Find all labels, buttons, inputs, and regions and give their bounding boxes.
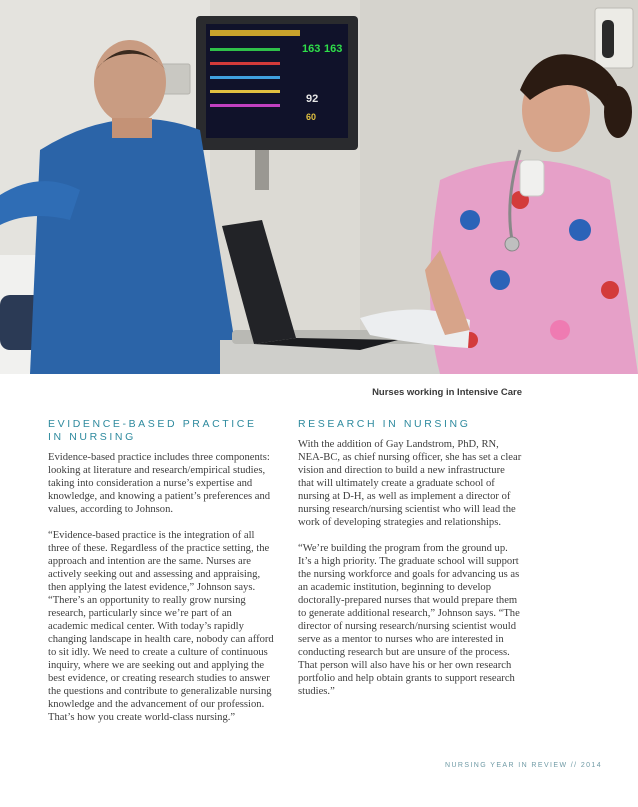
heading-line: IN NURSING (48, 431, 136, 443)
monitor-readout: 92 (306, 93, 319, 105)
section-heading: RESEARCH IN NURSING (298, 418, 471, 430)
page-footer: NURSING YEAR IN REVIEW // 2014 (444, 762, 602, 769)
monitor-readout: 60 (306, 112, 317, 122)
section-heading (48, 418, 274, 444)
monitor-readout: 163 (324, 43, 343, 55)
photo-caption: Nurses working in Intensive Care (372, 387, 522, 398)
body-paragraph: “We’re building the program from the ground up. It’s a high priority. The graduate school will support the nursing workforce and goals for advancing us as an academic institution, beginning to develop doctorally-prepared nurses that would prepare them to generate additional research,” Johnson says. “The director of nursing research/nursing scientist would serve as a mentor to nurses who are interested in conducting research but are unsure of the process. That person will also have his or her own research portfolio and help obtain grants to support research studies.” (298, 543, 520, 697)
hero-photo (0, 0, 638, 374)
body-paragraph: With the addition of Gay Landstrom, PhD, RN, NEA-BC, as chief nursing officer, she has set a clear vision and direction to build a new infrastructure that will ultimately create a graduate school of nursing at D-H, as well as implement a director of nursing research/nursing scientist who will lead the work of developing strategies and relationships. (298, 439, 522, 528)
evidence-based-practice-section (48, 418, 274, 737)
heading-line: EVIDENCE-BASED PRACTICE (48, 418, 257, 430)
body-paragraph: Evidence-based practice includes three components: looking at literature and research/empirical studies, taking into consideration a nurse’s expertise and knowledge, and knowing a patient’s preferences and values, according to Johnson. (48, 452, 271, 515)
body-paragraph: “Evidence-based practice is the integration of all three of these. Regardless of the practice setting, the approach and intention are the same. Nurses are actively seeking out and assessing and appraising, then applying the latest evidence,” Johnson says. “There’s an opportunity to really grow nursing research, particularly since we’re part of an academic medical center. With today’s rapidly changing landscape in health care, nobody can afford to sit idly. We need to create a culture of continuous inquiry, where we are seeking out and applying the best evidence, or creating research studies to answer the questions and contribute to generalizable nursing knowledge and the advancement of our profession. That’s how you create world-class nursing.” (48, 530, 274, 723)
icu-scene-illustration (0, 0, 638, 374)
monitor-readout: 163 (302, 43, 321, 55)
research-in-nursing-section (298, 418, 522, 711)
